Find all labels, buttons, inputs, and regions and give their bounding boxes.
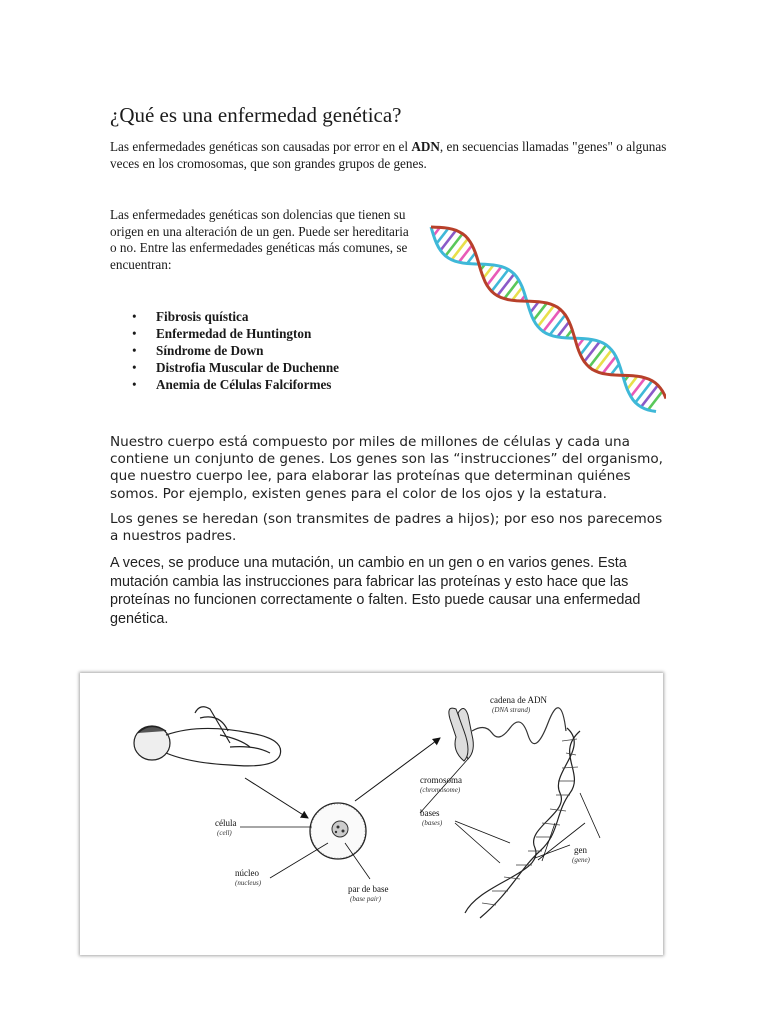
list-item-label: Síndrome de Down bbox=[156, 343, 264, 358]
body-paragraph: Los genes se heredan (son transmites de padres a hijos); por eso nos parecemos a nuestros padres. bbox=[110, 511, 663, 545]
label-cadena-en: (DNA strand) bbox=[492, 706, 531, 714]
label-par-de-base-en: (base pair) bbox=[350, 895, 381, 903]
chromosome-icon bbox=[449, 708, 473, 761]
intro-text-after: , en secuencias llamadas "genes" o algunas veces en los cromosomas, que son grandes grupos de genes. bbox=[110, 139, 667, 171]
helix-rung bbox=[530, 302, 538, 313]
list-item-label: Fibrosis quística bbox=[156, 309, 249, 324]
label-par-de-base: par de base bbox=[348, 884, 389, 894]
label-bases-en: (bases) bbox=[422, 819, 443, 827]
diagram-rung bbox=[482, 903, 496, 905]
list-item bbox=[110, 359, 339, 376]
intro-text-before: Las enfermedades genéticas son causadas por error en el bbox=[110, 139, 412, 154]
helix-rung bbox=[483, 265, 493, 278]
bullet-icon: • bbox=[132, 326, 137, 341]
page-title: ¿Qué es una enfermedad genética? bbox=[110, 103, 402, 127]
label-celula-en: (cell) bbox=[217, 829, 232, 837]
cell-icon bbox=[310, 803, 366, 859]
helix-rung bbox=[589, 345, 606, 367]
helix-rung bbox=[445, 234, 462, 256]
label-bases: bases bbox=[420, 808, 440, 818]
disease-list bbox=[110, 308, 339, 393]
body-paragraph: A veces, se produce una mutación, un cambio en un gen o en varios genes. Esta mutación cambia las instrucciones para fabricar las proteínas y esto hace que las proteínas no funcionen correctamente o falten. Esto puede causar una enfermedad genética. bbox=[110, 555, 641, 627]
list-item bbox=[110, 342, 339, 359]
list-item-label: Enfermedad de Huntington bbox=[156, 326, 312, 341]
bullet-icon: • bbox=[132, 377, 137, 392]
helix-rung bbox=[611, 364, 619, 375]
label-celula: célula bbox=[215, 818, 237, 828]
label-cadena: cadena de ADN bbox=[490, 695, 547, 705]
helix-rung bbox=[627, 376, 637, 389]
helix-rung bbox=[641, 385, 658, 407]
list-item bbox=[110, 308, 339, 325]
label-nucleo-en: (nucleus) bbox=[235, 879, 262, 887]
helix-rung bbox=[550, 315, 566, 335]
helix-rung bbox=[635, 381, 652, 403]
baby-icon bbox=[134, 707, 281, 766]
helix-rung bbox=[497, 274, 514, 296]
diagram-rung bbox=[562, 739, 577, 741]
label-gen-en: (gene) bbox=[572, 856, 590, 864]
genetics-diagram-drawing bbox=[80, 673, 663, 955]
helix-rung bbox=[452, 239, 468, 260]
diseases-intro-paragraph: Las enfermedades genéticas son dolencias que tienen su origen en una alteración de un gen. Puede ser hereditaria o no. Entre las enfermedades genéticas más comunes, se encuentran: bbox=[110, 207, 409, 272]
list-item bbox=[110, 325, 339, 342]
body-paragraph: Nuestro cuerpo está compuesto por miles de millones de células y cada una contiene un conjunto de genes. Los genes son las “instrucciones” del organismo, que nuestro cuerpo lee, para elaborar las proteínas que determinan quiénes somos. Por ejemplo, existen genes para el color de los ojos y la estatura. bbox=[110, 434, 663, 502]
helix-rung bbox=[440, 230, 456, 250]
helix-rung bbox=[512, 287, 522, 300]
bullet-icon: • bbox=[132, 360, 137, 375]
label-gen: gen bbox=[574, 845, 587, 855]
bullet-icon: • bbox=[132, 309, 137, 324]
intro-paragraph bbox=[110, 138, 670, 172]
helix-rung bbox=[467, 253, 475, 264]
helix-rung bbox=[538, 305, 554, 326]
list-item bbox=[110, 376, 339, 393]
genetics-diagram bbox=[80, 673, 663, 955]
label-cromosoma: cromosoma bbox=[420, 775, 462, 785]
double-helix-icon bbox=[465, 728, 580, 918]
label-nucleo: núcleo bbox=[235, 868, 259, 878]
helix-rung bbox=[595, 350, 611, 371]
helix-rung bbox=[584, 342, 600, 362]
helix-rung bbox=[543, 309, 560, 331]
helix-rung bbox=[492, 270, 509, 292]
bullet-icon: • bbox=[132, 343, 137, 358]
list-item-label: Anemia de Células Falciformes bbox=[156, 377, 332, 392]
dna-helix-image bbox=[426, 215, 666, 415]
list-item-label: Distrofia Muscular de Duchenne bbox=[156, 360, 340, 375]
label-cromosoma-en: (chromosome) bbox=[420, 786, 461, 794]
intro-bold-term: ADN bbox=[411, 139, 440, 154]
